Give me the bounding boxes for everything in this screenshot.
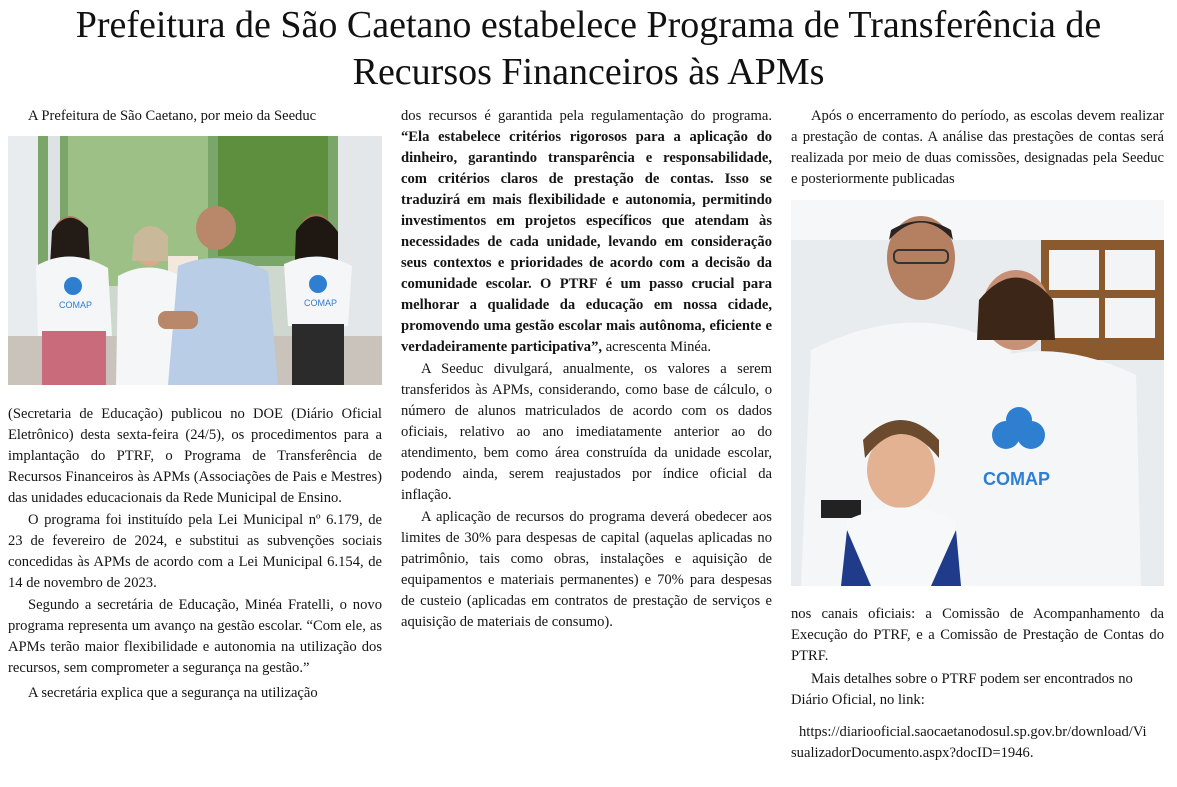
photo-mayor-family [791, 200, 1164, 586]
paragraph-8: Após o encerramento do período, as escolas devem realizar a prestação de contas. A análise das prestações de contas será realizada por meio de duas comissões, designadas pela Seeduc e posteriormente publicadas [791, 108, 1164, 187]
column-1-body [8, 404, 382, 704]
column-1-top [8, 106, 382, 127]
paragraph-8-cont: nos canais oficiais: a Comissão de Acompanhamento da Execução do PTRF, e a Comissão de Prestação de Contas do PTRF. [791, 606, 1164, 664]
paragraph-9: Mais detalhes sobre o PTRF podem ser encontrados no Diário Oficial, no link: [791, 671, 1133, 708]
paragraph-7: A aplicação de recursos do programa deverá obedecer aos limites de 30% para despesas de capital (aquelas aplicadas no patrimônio, tais como obras, instalações e aquisição de equipamentos e materiais permanentes) e 70% para despesas de custeio (aplicadas em contratos de prestação de serviços e aquisição de materiais de consumo). [401, 509, 772, 630]
paragraph-5-tail: acrescenta Minéa. [605, 339, 712, 355]
column-3-body [791, 604, 1164, 711]
svg-text:COMAP: COMAP [304, 298, 338, 308]
photo-comap-event [8, 136, 382, 385]
svg-text:COMAP: COMAP [983, 469, 1050, 489]
paragraph-2: O programa foi instituído pela Lei Municipal nº 6.179, de 23 de fevereiro de 2024, e substitui as subvenções sociais concedidas às APMs de acordo com a Lei Municipal 6.154, de 14 de novembro de 2023. [8, 512, 382, 591]
source-link [791, 722, 1151, 764]
headline: Prefeitura de São Caetano estabelece Programa de Transferência de Recursos Financeiros às APMs [75, 4, 1102, 93]
column-2 [401, 106, 772, 633]
paragraph-1-cont: (Secretaria de Educação) publicou no DOE (Diário Oficial Eletrônico) desta sexta-feira (24/5), os procedimentos para a implantação do PTRF, o Programa de Transferência de Recursos Financeiros às APMs (Associações de Pais e Mestres) das unidades educacionais da Rede Municipal de Ensino. [8, 406, 382, 506]
column-3-top [791, 106, 1164, 190]
svg-text:COMAP: COMAP [59, 300, 93, 310]
paragraph-5 [401, 106, 772, 358]
paragraph-1-start: A Prefeitura de São Caetano, por meio da Seeduc [28, 108, 317, 124]
paragraph-3: Segundo a secretária de Educação, Minéa Fratelli, o novo programa representa um avanço na gestão escolar. “Com ele, as APMs terão maior flexibilidade e autonomia na utilização dos recursos, sem comprometer a segurança na gestão.” [8, 597, 382, 676]
paragraph-6: A Seeduc divulgará, anualmente, os valores a serem transferidos às APMs, considerando, como base de cálculo, o número de alunos matriculados de acordo com os dados oficiais, relativo ao ano imediatamente anterior ao do atendimento, bem como área construída da unidade escolar, podendo ainda, serem reajustados por índice oficial da inflação. [401, 361, 772, 503]
paragraph-5-lead: dos recursos é garantida pela regulamentação do programa. [401, 108, 772, 124]
pull-quote: “Ela estabelece critérios rigorosos para a aplicação do dinheiro, garantindo transparência e responsabilidade, com critérios claros de prestação de contas. Isso se traduzirá em mais flexibilidade e autonomia, permitindo investimentos em projetos específicos que atendam às necessidades de cada unidade, levando em consideração seus contextos e prioridades de acordo com a decisão da comunidade escolar. O PTRF é um passo crucial para melhorar a qualidade da educação em nossa cidade, promovendo uma gestão escolar mais autônoma, eficiente e verdadeiramente participativa”, [401, 129, 772, 355]
source-url[interactable]: https://diariooficial.saocaetanodosul.sp.gov.br/download/VisualizadorDocumento.aspx?docID=1946. [791, 724, 1147, 761]
paragraph-4: A secretária explica que a segurança na utilização [28, 685, 318, 701]
